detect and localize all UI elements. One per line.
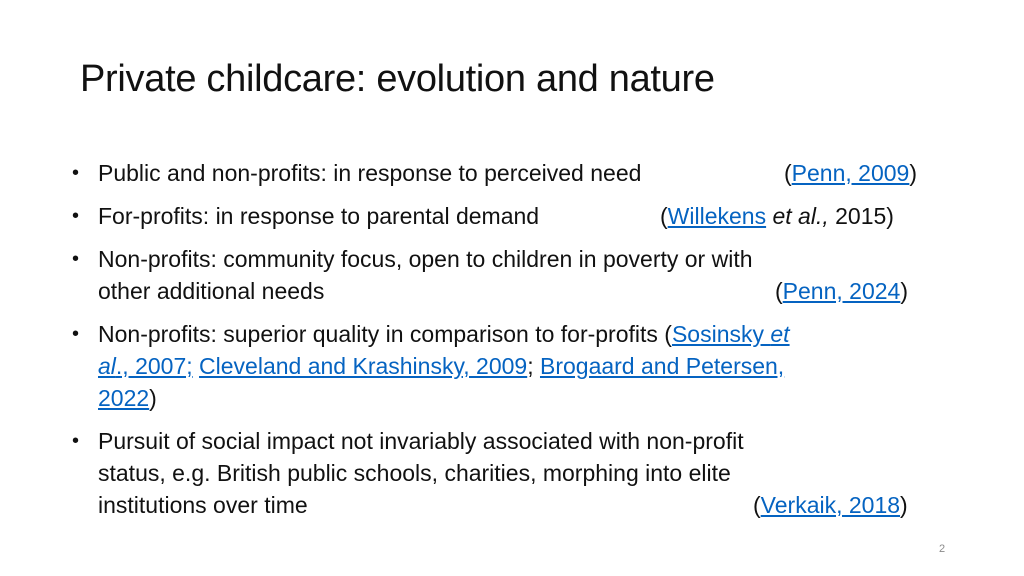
bullet-icon: • — [72, 162, 80, 184]
list-item — [72, 200, 952, 232]
paren-open: ( — [660, 203, 668, 229]
paren-open: ( — [775, 278, 783, 304]
item-text-line-2 — [98, 350, 784, 382]
citation-link-verkaik-2018[interactable]: Verkaik, 2018 — [760, 492, 901, 518]
al-text: al — [98, 353, 116, 379]
item-text-line-1 — [98, 318, 790, 350]
paren-open: ( — [753, 492, 761, 518]
paren-close: ) — [900, 278, 909, 304]
citation-link-brogaard[interactable]: Brogaard and Petersen, — [539, 353, 785, 379]
bullet-icon: • — [72, 430, 80, 452]
slide-title: Private childcare: evolution and nature — [80, 58, 715, 100]
citation — [753, 489, 908, 521]
citation-link-sosinsky[interactable] — [672, 321, 790, 347]
item-text-line-2: status, e.g. British public schools, charities, morphing into elite — [98, 460, 731, 486]
paren-open: ( — [784, 160, 792, 186]
citation-year: 2015) — [828, 203, 894, 229]
list-item-continuation — [72, 275, 952, 307]
list-item-continuation — [72, 457, 952, 489]
et-al-text: et al., — [772, 203, 829, 229]
sosinsky-year: ., 2007; — [115, 353, 193, 379]
item-text-line-1: Pursuit of social impact not invariably associated with non-profit — [98, 428, 744, 454]
paren-close: ) — [149, 385, 157, 411]
bullet-icon: • — [72, 248, 80, 270]
item-text-line-2: other additional needs — [98, 278, 325, 304]
list-item-continuation — [72, 382, 952, 414]
item-text-line-3: institutions over time — [98, 492, 308, 518]
item-text: For-profits: in response to parental demand — [98, 203, 540, 229]
item-text: Public and non-profits: in response to perceived need — [98, 160, 642, 186]
list-item-continuation — [72, 350, 952, 382]
list-item — [72, 243, 952, 275]
page-number: 2 — [939, 543, 946, 555]
list-item-continuation — [72, 489, 952, 521]
citation — [784, 157, 917, 189]
bullet-icon: • — [72, 323, 80, 345]
et-text: et — [770, 321, 790, 347]
bullet-icon: • — [72, 205, 80, 227]
citation — [775, 275, 908, 307]
citation — [660, 200, 894, 232]
item-text: Non-profits: superior quality in comparison to for-profits ( — [98, 321, 672, 347]
paren-close: ) — [909, 160, 918, 186]
list-item — [72, 425, 952, 457]
list-item — [72, 318, 952, 350]
separator: ; — [527, 353, 534, 379]
citation-link-brogaard-year[interactable]: 2022 — [98, 385, 150, 411]
item-text-line-1: Non-profits: community focus, open to children in poverty or with — [98, 246, 753, 272]
item-text-line-3 — [98, 382, 157, 414]
paren-close: ) — [900, 492, 908, 518]
sosinsky-text: Sosinsky — [671, 321, 764, 347]
citation-link-cleveland[interactable]: Cleveland and Krashinsky, 2009 — [199, 353, 528, 379]
citation-link-penn-2024[interactable]: Penn, 2024 — [782, 278, 901, 304]
citation-link-penn-2009[interactable]: Penn, 2009 — [791, 160, 910, 186]
citation-link-willekens[interactable]: Willekens — [667, 203, 767, 229]
list-item — [72, 157, 952, 189]
citation-link-sosinsky-cont[interactable] — [98, 353, 193, 379]
